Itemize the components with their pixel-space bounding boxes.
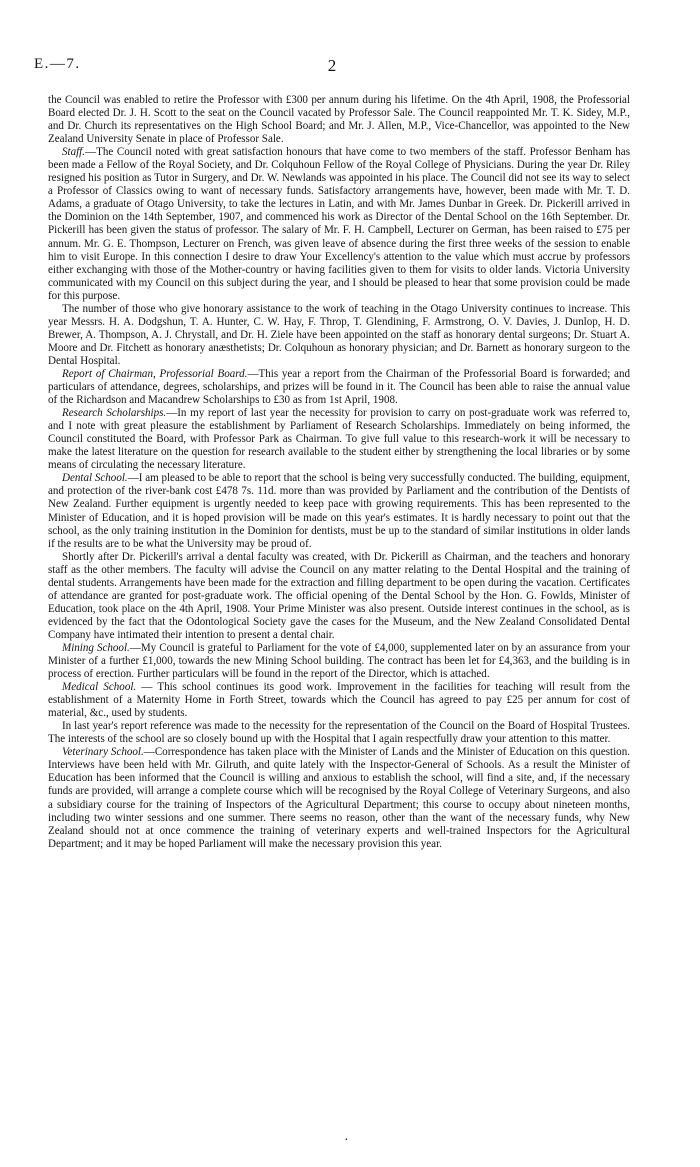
- document-reference: E.—7.: [34, 56, 81, 72]
- paragraph-dental-school: [48, 472, 630, 550]
- section-heading-mining-school: Mining School.: [62, 641, 130, 654]
- paragraph-text: —I am pleased to be able to report that the school is being very successfully conducted. The building, equipment, and protection of the river-bank cost £478 7s. 11d. more than was provided by Parliament and the contribution of the Dentists of New Zealand. Further equipment is urgently needed to keep pace with growing requirements. This has been represented to the Minister of Education, and it is hoped provision will be made on this year's estimates. It is hardly necessary to point out that the school, as the only training institution in the Dominion for dentists, must be up to the standard of similar institutions in older lands if the results are to be what the University may be proud of.: [48, 472, 631, 550]
- paragraph-honorary-assistance: [48, 303, 630, 368]
- paragraph-research-scholarships: [48, 407, 630, 472]
- page-number: 2: [327, 56, 337, 75]
- paragraph-text: —This year a report from the Chairman of the Professorial Board is forwarded; and particulars of attendance, degrees, scholarships, and prizes will be found in it. The Council has been able to raise the annual value of the Richardson and Macandrew Scholarships to £30 as from 1st April, 1908.: [48, 367, 630, 407]
- paragraph-hospital-trustees: [48, 720, 630, 746]
- paragraph-text: — This school continues its good work. Improvement in the facilities for teaching will result from the establishment of a Maternity Home in Forth Street, towards which the Council has agreed to pay £25 per annum for cost of material, &c., used by students.: [48, 681, 630, 720]
- page-footer-mark: ·: [344, 1133, 349, 1148]
- section-heading-professorial-board: Report of Chairman, Professorial Board.: [62, 367, 248, 380]
- paragraph-text: —Correspondence has taken place with the Minister of Lands and the Minister of Education on this question. Interviews have been held with Mr. Gilruth, and quite lately with the Inspector-General of Schools. As a result the Minister of Education has been informed that the Council is willing and anxious to establish the school, will find a site, and, if the necessary funds are provided, will arrange a complete course which will be recognised by the Royal College of Veterinary Surgeons, and also a subsidiary course for the training of Inspectors of the Agricultural Department; this course to occupy about nineteen months, including two winter sessions and one summer. There seems no reason, other than the want of the necessary funds, why New Zealand should not at once commence the training of veterinary experts and well-trained Inspectors for the Agricultural Department; and it may be hoped Parliament will make the necessary provision this year.: [48, 746, 630, 850]
- paragraph-text: The number of those who give honorary assistance to the work of teaching in the Otago University continues to increase. This year Messrs. H. A. Dodgshun, T. A. Hunter, C. W. Hay, F. Throp, T. Glendining, F. Armstrong, O. V. Davies, J. Dunlop, H. D. Brewer, A. Thompson, A. J. Chrystall, and Dr. H. Ziele have been appointed on the staff as honorary dental surgeons; Dr. Stuart A. Moore and Dr. Fitchett as honorary anæsthetists; Dr. Colquhoun as honorary physician; and Dr. Barnett as honorary surgeon to the Dental Hospital.: [48, 302, 630, 367]
- page-header: [34, 56, 630, 78]
- paragraph-text: —The Council noted with great satisfaction honours that have come to two members of the staff. Professor Benham has been made a Fellow of the Royal Society, and Dr. Colquhoun Fellow of the Royal College of Physicians. During the year Dr. Riley resigned his position as Tutor in Surgery, and Dr. W. Newlands was appointed in his place. The Council did not see its way to select a Professor of Classics owing to want of necessary funds. Satisfactory arrangements have, however, been made with Mr. T. D. Adams, a graduate of Otago University, to take the lectures in Latin, and with Mr. James Dunbar in Greek. Dr. Pickerill arrived in the Dominion on the 14th September, 1907, and commenced his work as Director of the Dental School on the 16th September. Dr. Pickerill has been given the status of professor. The salary of Mr. F. H. Campbell, Lecturer on German, has been raised to £75 per annum. Mr. G. E. Thompson, Lecturer on French, was given leave of absence during the first three weeks of the session to enable him to visit Europe. In this connection I desire to draw Your Excellency's attention to the value which must accrue by professors either exchanging with those of the Mother-country or having facilities given to them for visits to older lands. Victoria University communicated with my Council on this subject during the year, and I should be pleased to hear that some provision could be made for this purpose.: [48, 146, 630, 302]
- section-heading-veterinary-school: Veterinary School.: [62, 746, 144, 759]
- document-body: [48, 94, 630, 851]
- paragraph-dental-faculty: [48, 551, 630, 642]
- paragraph-text: the Council was enabled to retire the Professor with £300 per annum during his lifetime. On the 4th April, 1908, the Professorial Board elected Dr. J. H. Scott to the seat on the Council vacated by Professor Sale. The Council reappointed Mr. T. K. Sidey, M.P., and Dr. Church its representatives on the High School Board; and Mr. J. Allen, M.P., Vice-Chancellor, was appointed to the New Zealand University Senate in place of Professor Sale.: [48, 94, 630, 146]
- paragraph-text: —In my report of last year the necessity for provision to carry on post-graduate work was referred to, and I note with great pleasure the establishment by Parliament of Research Scholarships. Immediately on being informed, the Council constituted the Board, with Professor Park as Chairman. To give full value to this research-work it will be necessary to make the latest literature on the question for research available to the student either by strengthening the local libraries or by some means of circulating the necessary literature.: [48, 407, 630, 472]
- section-heading-staff: Staff.: [62, 146, 86, 159]
- section-heading-research-scholarships: Research Scholarships.: [62, 407, 167, 420]
- paragraph-text: —My Council is grateful to Parliament for the vote of £4,000, supplemented later on by an assurance from your Minister of a further £1,000, towards the new Mining School building. The contract has been let for £4,363, and the building is in process of erection. Further particulars will be found in the report of the Director, which is attached.: [48, 641, 630, 681]
- paragraph-text: In last year's report reference was made to the necessity for the representation of the Council on the Board of Hospital Trustees. The interests of the school are so closely bound up with the Hospital that I again respectfully draw your attention to this matter.: [48, 720, 630, 746]
- section-heading-dental-school: Dental School.: [62, 472, 128, 485]
- paragraph-veterinary-school: [48, 746, 630, 850]
- paragraph-staff: [48, 146, 630, 303]
- paragraph-text: Shortly after Dr. Pickerill's arrival a dental faculty was created, with Dr. Pickerill as Chairman, and the teachers and honorary staff as the other members. The faculty will advise the Council on any matter relating to the Dental Hospital and the training of dental students. Arrangements have been made for the extraction and filling department to be open during the vacation. Certificates of attendance are granted for post-graduate work. The official opening of the Dental School by the Hon. G. Fowlds, Minister of Education, took place on the 4th April, 1908. Your Prime Minister was also present. Outside interest continues in the school, as is evidenced by the fact that the Odontological Society gave the cases for the Museum, and the New Zealand Consolidated Dental Company have intimated their intention to present a dental chair.: [48, 550, 630, 641]
- paragraph-professorial-board: [48, 368, 630, 407]
- paragraph-council-retirement: [48, 94, 630, 146]
- paragraph-mining-school: [48, 642, 630, 681]
- paragraph-medical-school: [48, 681, 630, 720]
- section-heading-medical-school: Medical School.: [62, 681, 137, 694]
